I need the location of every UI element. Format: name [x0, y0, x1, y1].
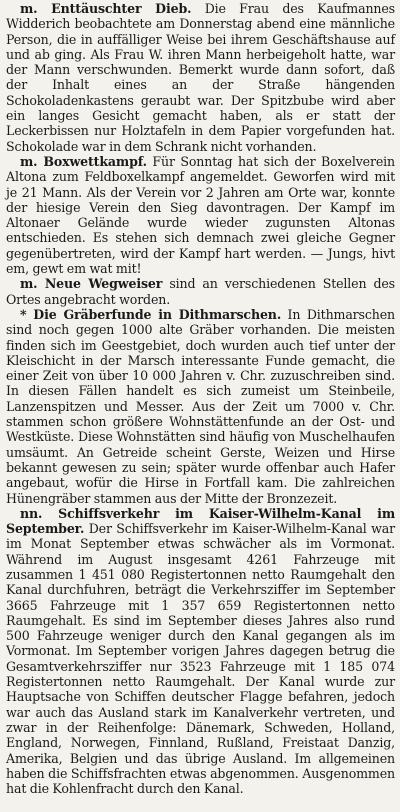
article-heading: m. Neue Wegweiser [20, 276, 163, 292]
article-body: In Dithmarschen sind noch gegen 1000 alte Gräber vorhanden. Die meisten finden sich im Geestgebiet, doch wurden auch tief unter der Kleischicht in der Marsch interessante Funde gemacht, die einer Zeit von über 10 000 Jahren v. Chr. zuzuschreiben sind. In diesen Fällen handelt es sich zumeist um Steinbeile, Lanzenspitzen und Messer. Aus der Zeit um 7000 v. Chr. stammen schon größere Wohnstättenfunde an der Ost- und Westküste. Diese Wohnstätten sind häufig von Muschelhaufen umsäumt. An Getreide scheint Gerste, Weizen und Hirse bekannt gewesen zu sein; später wurde offenbar auch Hafer angebaut, wofür die Hirse in Fortfall kam. Die zahlreichen Hünengräber stammen aus der Mitte der Bronzezeit. [6, 306, 395, 506]
article-graves [6, 307, 395, 506]
article-heading: * Die Gräberfunde in Dithmarschen. [20, 306, 282, 322]
article-canal-traffic [6, 506, 395, 797]
article-thief [6, 1, 395, 154]
article-heading: nn. Schiffsverkehr im Kaiser-Wilhelm-Kanal im September. [6, 505, 395, 537]
article-body: Der Schiffsverkehr im Kaiser-Wilhelm-Kanal war im Monat September etwas schwächer als im Vormonat. Während im August insgesamt 4261 Fahrzeuge mit zusammen 1 451 080 Registertonnen netto Raumgehalt den Kanal durchfuhren, beträgt die Verkehrsziffer im September 3665 Fahrzeuge mit 1 357 659 Registertonnen netto Raumgehalt. Es sind im September dieses Jahres also rund 500 Fahrzeuge weniger durch den Kanal gegangen als im Vormonat. Im September vorigen Jahres dagegen betrug die Gesamtverkehrsziffer nur 3523 Fahrzeuge mit 1 185 074 Registertonnen netto Raumgehalt. Der Kanal wurde zur Hauptsache von Schiffen deutscher Flagge befahren, jedoch war auch das Ausland stark im Kanalverkehr vertreten, und zwar in der Reihenfolge: Dänemark, Schweden, Holland, England, Norwegen, Finnland, Rußland, Freistaat Danzig, Amerika, Belgien und das übrige Ausland. Im allgemeinen haben die Schiffsfrachten etwas abgenommen. Ausgenommen hat die Kohlenfracht durch den Kanal. [6, 521, 395, 797]
article-body: sind an verschiedenen Stellen des Ortes angebracht worden. [6, 276, 395, 307]
article-body: Für Sonntag hat sich der Boxelverein Altona zum Feldboxelkampf angemeldet. Geworfen wird mit je 21 Mann. Als der Verein vor 2 Jahren am Orte war, konnte der hiesige Verein den Sieg davontragen. Der Kampf im Altonaer Gelände wurde wieder zugunsten Altonas entschieden. Es stehen sich demnach zwei gleiche Gegner gegenübertreten, wird der Kampf hart werden. — Jungs, hivt em, gewt em wat mit! [6, 153, 395, 277]
article-boxing [6, 154, 395, 276]
article-body: Die Frau des Kaufmannes Widderich beobachtete am Donnerstag abend eine männliche Person, die in auffälliger Weise bei ihrem Geschäftshause auf und ab ging. Als Frau W. ihren Mann herbeigeholt hatte, war der Mann verschwunden. Bemerkt wurde dann sofort, daß der Inhalt eines an der Straße hängenden Schokoladenkastens geraubt war. Der Spitzbube wird aber ein langes Gesicht gemacht haben, als er statt der Leckerbissen nur Holztafeln in dem Papier vorgefunden hat. Schokolade war in dem Schrank nicht vorhanden. [6, 1, 395, 154]
article-heading: m. Enttäuschter Dieb. [20, 1, 192, 16]
article-heading: m. Boxwettkampf. [20, 153, 147, 169]
article-signposts [6, 276, 395, 307]
